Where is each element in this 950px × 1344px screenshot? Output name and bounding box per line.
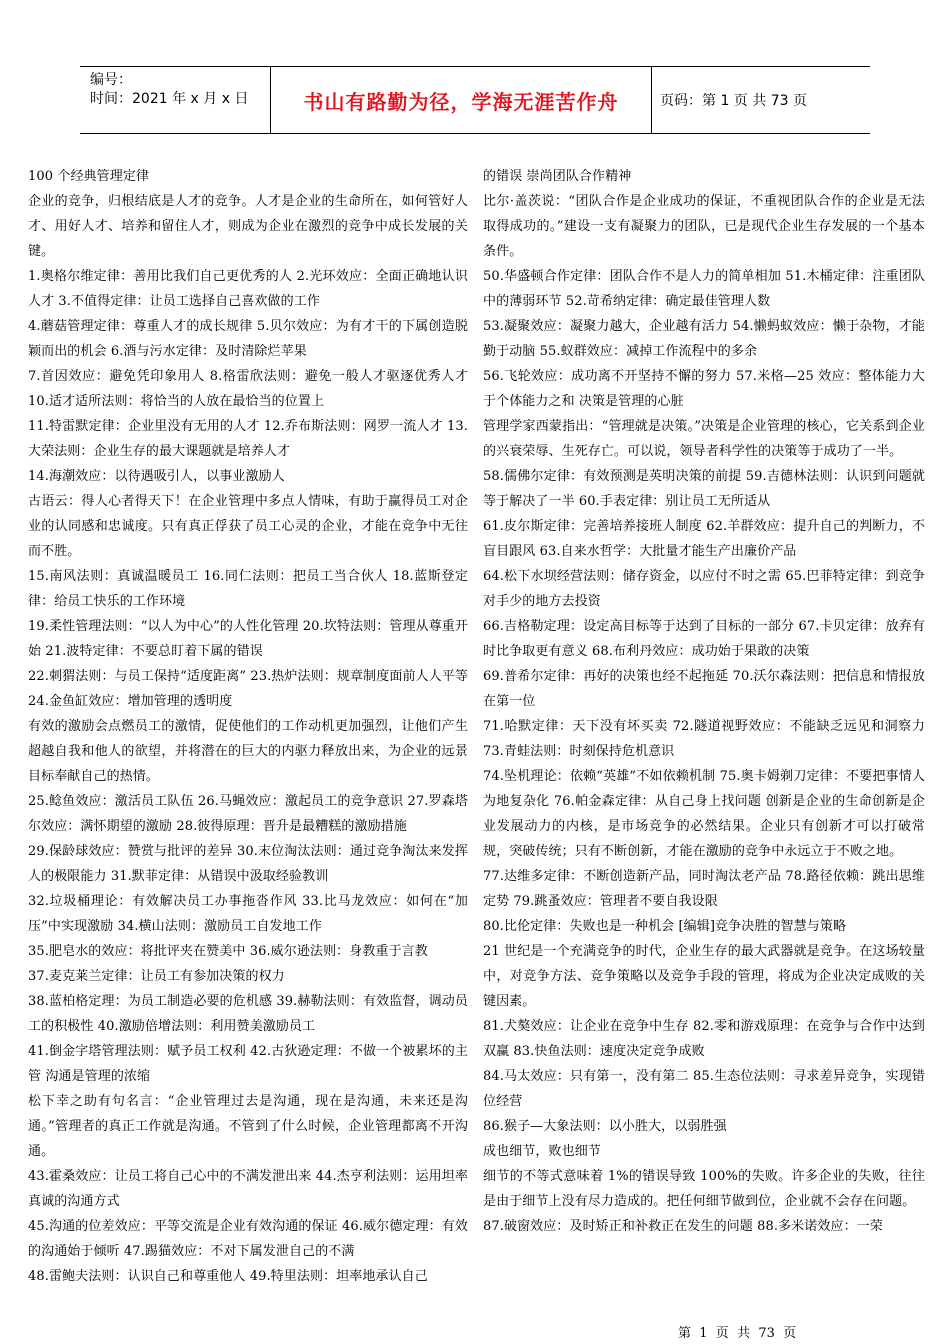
- paragraph: 4.蘑菇管理定律：尊重人才的成长规律 5.贝尔效应：为有才干的下属创造脱颖而出的机会 6.酒与污水定律：及时清除烂苹果: [28, 319, 468, 359]
- paragraph: 77.达维多定律：不断创造新产品，同时淘汰老产品 78.路径依赖：跳出思维定势 79.跳蚤效应：管理者不要自我设限: [483, 869, 925, 909]
- paragraph: 25.鲶鱼效应：激活员工队伍 26.马蝇效应：激起员工的竞争意识 27.罗森塔尔效应：满怀期望的激励 28.彼得原理：晋升是最糟糕的激励措施: [28, 794, 468, 834]
- paragraph: 74.坠机理论：依赖“英雄”不如依赖机制 75.奥卡姆剃刀定律：不要把事情人为地复杂化 76.帕金森定律：从自己身上找问题 创新是企业的生命创新是企业发展动力的内核，是市场竞争的必然结果。企业只有创新才可以打破常规，突破传统；只有不断创新，才能在激励的竞争中永远立于不败之地。: [483, 769, 925, 859]
- paragraph: 企业的竞争，归根结底是人才的竞争。人才是企业的生命所在，如何管好人才、用好人才、培养和留住人才，则成为企业在激烈的竞争中成长发展的关键。: [28, 194, 468, 259]
- header-motto-cell: [270, 67, 652, 133]
- paragraph: 41.倒金字塔管理法则：赋予员工权利 42.古狄逊定理：不做一个被累坏的主管 沟通是管理的浓缩: [28, 1044, 468, 1084]
- paragraph: 1.奥格尔维定律：善用比我们自己更优秀的人 2.光环效应：全面正确地认识人才 3.不值得定律：让员工选择自己喜欢做的工作: [28, 269, 468, 309]
- paragraph: 15.南风法则：真诚温暖员工 16.同仁法则：把员工当合伙人 18.蓝斯登定律：给员工快乐的工作环境: [28, 569, 468, 609]
- page-footer: 第 1 页 共 73 页: [678, 1326, 797, 1341]
- header-motto: 书山有路勤为径，学海无涯苦作舟: [303, 89, 619, 114]
- paragraph: 38.蓝柏格定理：为员工制造必要的危机感 39.赫勒法则：有效监督，调动员工的积极性 40.激励倍增法则：利用赞美激励员工: [28, 994, 468, 1034]
- paragraph: 64.松下水坝经营法则：储存资金，以应付不时之需 65.巴菲特定律：到竞争对手少的地方去投资: [483, 569, 925, 609]
- paragraph: 的错误 崇尚团队合作精神: [483, 169, 632, 184]
- paragraph: 细节的不等式意味着 1%的错误导致 100%的失败。许多企业的失败，往往是由于细节上没有尽力造成的。把任何细节做到位，企业就不会存在问题。: [483, 1169, 925, 1209]
- paragraph: 69.普希尔定律：再好的决策也经不起拖延 70.沃尔森法则：把信息和情报放在第一位: [483, 669, 925, 709]
- paragraph: 松下幸之助有句名言：“企业管理过去是沟通，现在是沟通，未来还是沟通。”管理者的真正工作就是沟通。不管到了什么时候，企业管理都离不开沟通。: [28, 1094, 468, 1159]
- paragraph: 35.肥皂水的效应：将批评夹在赞美中 36.威尔逊法则：身教重于言教: [28, 944, 428, 959]
- paragraph: 成也细节，败也细节: [483, 1144, 601, 1159]
- paragraph: 古语云：得人心者得天下！在企业管理中多点人情味，有助于赢得员工对企业的认同感和忠诚度。只有真正俘获了员工心灵的企业，才能在竞争中无往而不胜。: [28, 494, 468, 559]
- paragraph: 100 个经典管理定律: [28, 169, 150, 184]
- paragraph: 19.柔性管理法则：“以人为中心”的人性化管理 20.坎特法则：管理从尊重开始 21.波特定律：不要总盯着下属的错误: [28, 619, 468, 659]
- paragraph: 22.刺猬法则：与员工保持“适度距离” 23.热炉法则：规章制度面前人人平等 24.金鱼缸效应：增加管理的透明度: [28, 669, 468, 709]
- paragraph: 53.凝聚效应：凝聚力越大，企业越有活力 54.懒蚂蚁效应：懒于杂物，才能勤于动脑 55.蚁群效应：减掉工作流程中的多余: [483, 319, 925, 359]
- paragraph: 50.华盛顿合作定律：团队合作不是人力的简单相加 51.木桶定律：注重团队中的薄弱环节 52.苛希纳定律：确定最佳管理人数: [483, 269, 925, 309]
- paragraph: 48.雷鲍夫法则：认识自己和尊重他人 49.特里法则：坦率地承认自己: [28, 1269, 428, 1284]
- paragraph: 37.麦克莱兰定律：让员工有参加决策的权力: [28, 969, 285, 984]
- document-number-label: 编号：: [90, 72, 132, 88]
- paragraph: 43.霍桑效应：让员工将自己心中的不满发泄出来 44.杰亨利法则：运用坦率真诚的沟通方式: [28, 1169, 468, 1209]
- paragraph: 71.哈默定律：天下没有坏买卖 72.隧道视野效应：不能缺乏远见和洞察力 73.青蛙法则：时刻保持危机意识: [483, 719, 943, 759]
- paragraph: 比尔·盖茨说：“团队合作是企业成功的保证，不重视团队合作的企业是无法取得成功的。”建设一支有凝聚力的团队，已是现代企业生存发展的一个基本条件。: [483, 194, 925, 259]
- paragraph: 58.儒佛尔定律：有效预测是英明决策的前提 59.吉德林法则：认识到问题就等于解决了一半 60.手表定律：别让员工无所适从: [483, 469, 925, 509]
- paragraph: 81.犬獒效应：让企业在竞争中生存 82.零和游戏原理：在竞争与合作中达到双赢 83.快鱼法则：速度决定竞争成败: [483, 1019, 925, 1059]
- paragraph: 86.猴子—大象法则：以小胜大，以弱胜强: [483, 1119, 727, 1134]
- paragraph: 14.海潮效应：以待遇吸引人，以事业激励人: [28, 469, 285, 484]
- paragraph: 11.特雷默定律：企业里没有无用的人才 12.乔布斯法则：网罗一流人才 13.大荣法则：企业生存的最大课题就是培养人才: [28, 419, 468, 459]
- page-header: [80, 66, 870, 134]
- paragraph: 66.吉格勒定理：设定高目标等于达到了目标的一部分 67.卡贝定律：放弃有时比争取更有意义 68.布利丹效应：成功始于果敢的决策: [483, 619, 925, 659]
- paragraph: 有效的激励会点燃员工的激情，促使他们的工作动机更加强烈，让他们产生超越自我和他人的欲望，并将潜在的巨大的内驱力释放出来，为企业的远景目标奉献自己的热情。: [28, 719, 468, 784]
- paragraph: 管理学家西蒙指出：“管理就是决策。”决策是企业管理的核心，它关系到企业的兴衰荣辱、生死存亡。可以说，领导者科学性的决策等于成功了一半。: [483, 419, 925, 459]
- header-meta: [80, 67, 270, 133]
- left-text-column: [28, 164, 486, 1289]
- paragraph: 7.首因效应：避免凭印象用人 8.格雷欣法则：避免一般人才驱逐优秀人才 10.适才适所法则：将恰当的人放在最恰当的位置上: [28, 369, 486, 409]
- header-page-info: 页码：第 1 页 共 73 页: [660, 93, 807, 109]
- paragraph: 87.破窗效应：及时矫正和补救正在发生的问题 88.多米诺效应：一荣: [483, 1219, 883, 1234]
- paragraph: 32.垃圾桶理论：有效解决员工办事拖沓作风 33.比马龙效应：如何在“加压”中实现激励 34.横山法则：激励员工自发地工作: [28, 894, 468, 934]
- paragraph: 45.沟通的位差效应：平等交流是企业有效沟通的保证 46.威尔德定理：有效的沟通始于倾听 47.踢猫效应：不对下属发泄自己的不满: [28, 1219, 468, 1259]
- document-date: 时间：2021 年 x 月 x 日: [90, 91, 249, 107]
- header-page-cell: [652, 67, 870, 133]
- paragraph: 84.马太效应：只有第一，没有第二 85.生态位法则：寻求差异竞争，实现错位经营: [483, 1069, 925, 1109]
- paragraph: 29.保龄球效应：赞赏与批评的差异 30.末位淘汰法则：通过竞争淘汰来发挥人的极限能力 31.默菲定律：从错误中汲取经验教训: [28, 844, 468, 884]
- paragraph: 56.飞轮效应：成功离不开坚持不懈的努力 57.米格—25 效应：整体能力大于个体能力之和 决策是管理的心脏: [483, 369, 925, 409]
- paragraph: 21 世纪是一个充满竞争的时代，企业生存的最大武器就是竞争。在这场较量中，对竞争方法、竞争策略以及竞争手段的管理，将成为企业决定成败的关键因素。: [483, 944, 925, 1009]
- paragraph: 61.皮尔斯定律：完善培养接班人制度 62.羊群效应：提升自己的判断力，不盲目跟风 63.自来水哲学：大批量才能生产出廉价产品: [483, 519, 925, 559]
- paragraph: 80.比伦定律：失败也是一种机会 [编辑]竞争决胜的智慧与策略: [483, 919, 847, 934]
- right-text-column: [483, 164, 943, 1239]
